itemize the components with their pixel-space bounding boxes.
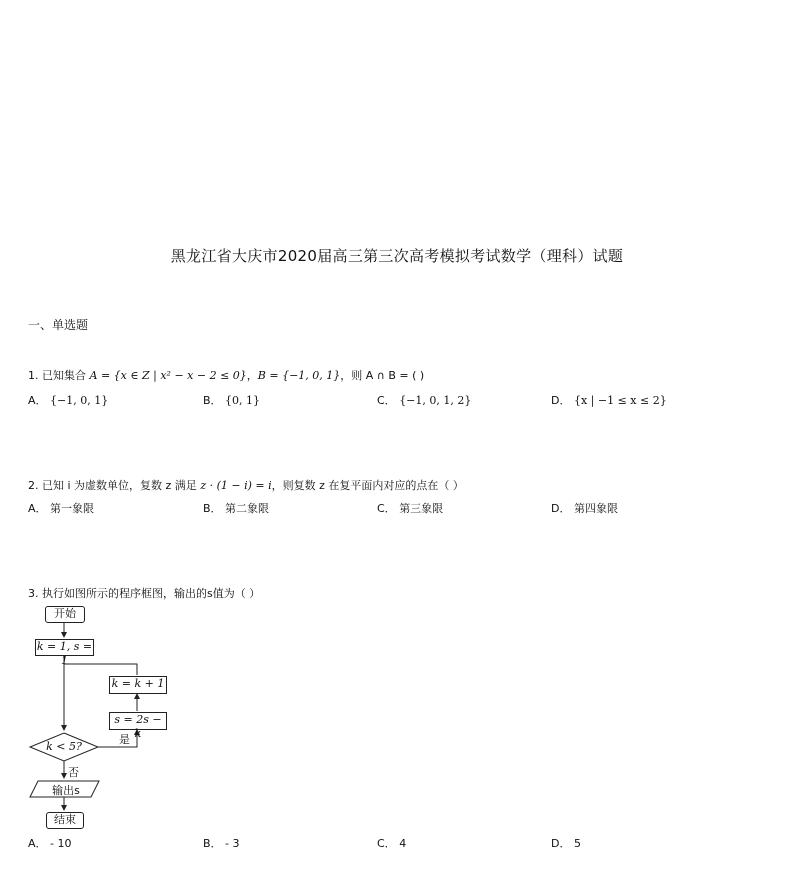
q2-eq: z · (1 − i) = i — [200, 479, 272, 492]
flow-no-label: 否 — [68, 766, 79, 779]
q3-option-a[interactable] — [28, 835, 72, 851]
option-text: 第三象限 — [399, 502, 444, 515]
option-letter: B． — [203, 837, 222, 850]
flow-yes-label: 是 — [119, 733, 130, 746]
flow-start: 开始 — [45, 606, 85, 623]
option-letter: B． — [203, 394, 222, 407]
flow-update-k: k = k + 1 — [109, 676, 167, 694]
flow-output: 输出s — [52, 784, 80, 797]
option-letter: A． — [28, 394, 47, 407]
option-text: {−1, 0, 1} — [50, 394, 109, 407]
option-letter: A． — [28, 502, 47, 515]
flow-condition: k < 5? — [46, 740, 82, 753]
q3-option-d[interactable] — [551, 835, 581, 851]
option-letter: D． — [551, 837, 571, 850]
q1-stem-pre: 1. 已知集合 — [28, 369, 90, 382]
q1-set-b: B = {−1, 0, 1} — [257, 369, 341, 382]
question-3-stem: 3. 执行如图所示的程序框图，输出的s值为（ ） — [28, 587, 261, 600]
option-text: {0, 1} — [225, 394, 261, 407]
option-text: 第四象限 — [573, 502, 618, 515]
option-letter: C． — [377, 394, 396, 407]
flow-end: 结束 — [46, 812, 84, 829]
q1-stem-post: ，则 A ∩ B = ( ) — [340, 369, 425, 382]
section-heading: 一、单选题 — [28, 318, 89, 332]
document-title: 黑龙江省大庆市2020届高三第三次高考模拟考试数学（理科）试题 — [170, 247, 624, 265]
option-letter: B． — [203, 502, 222, 515]
option-letter: C． — [377, 502, 396, 515]
flow-init: k = 1, s = 1 — [36, 640, 93, 667]
option-text: 5 — [573, 837, 581, 850]
flow-update-s: s = 2s − k — [109, 712, 167, 730]
option-text: 第一象限 — [50, 502, 95, 515]
option-letter: D． — [551, 394, 571, 407]
arrow-loop-back — [64, 664, 137, 675]
option-letter: C． — [377, 837, 396, 850]
option-text: - 3 — [225, 837, 240, 850]
option-text: 第二象限 — [225, 502, 270, 515]
option-text: {x | −1 ≤ x ≤ 2} — [573, 394, 667, 407]
q3-option-c[interactable] — [377, 835, 406, 851]
option-text: - 10 — [50, 837, 72, 850]
arrow-yes — [98, 730, 137, 747]
q2-stem-pre: 2. 已知 i 为虚数单位，复数 z 满足 — [28, 479, 201, 492]
q3-option-b[interactable] — [203, 835, 240, 851]
option-letter: D． — [551, 502, 571, 515]
q1-sep: ， — [246, 369, 258, 382]
option-letter: A． — [28, 837, 47, 850]
option-text: 4 — [399, 837, 407, 850]
q1-set-a: A = {x ∈ Z | x² − x − 2 ≤ 0} — [89, 369, 247, 382]
q2-stem-post: ，则复数 z 在复平面内对应的点在（ ） — [271, 479, 464, 492]
option-text: {−1, 0, 1, 2} — [399, 394, 472, 407]
